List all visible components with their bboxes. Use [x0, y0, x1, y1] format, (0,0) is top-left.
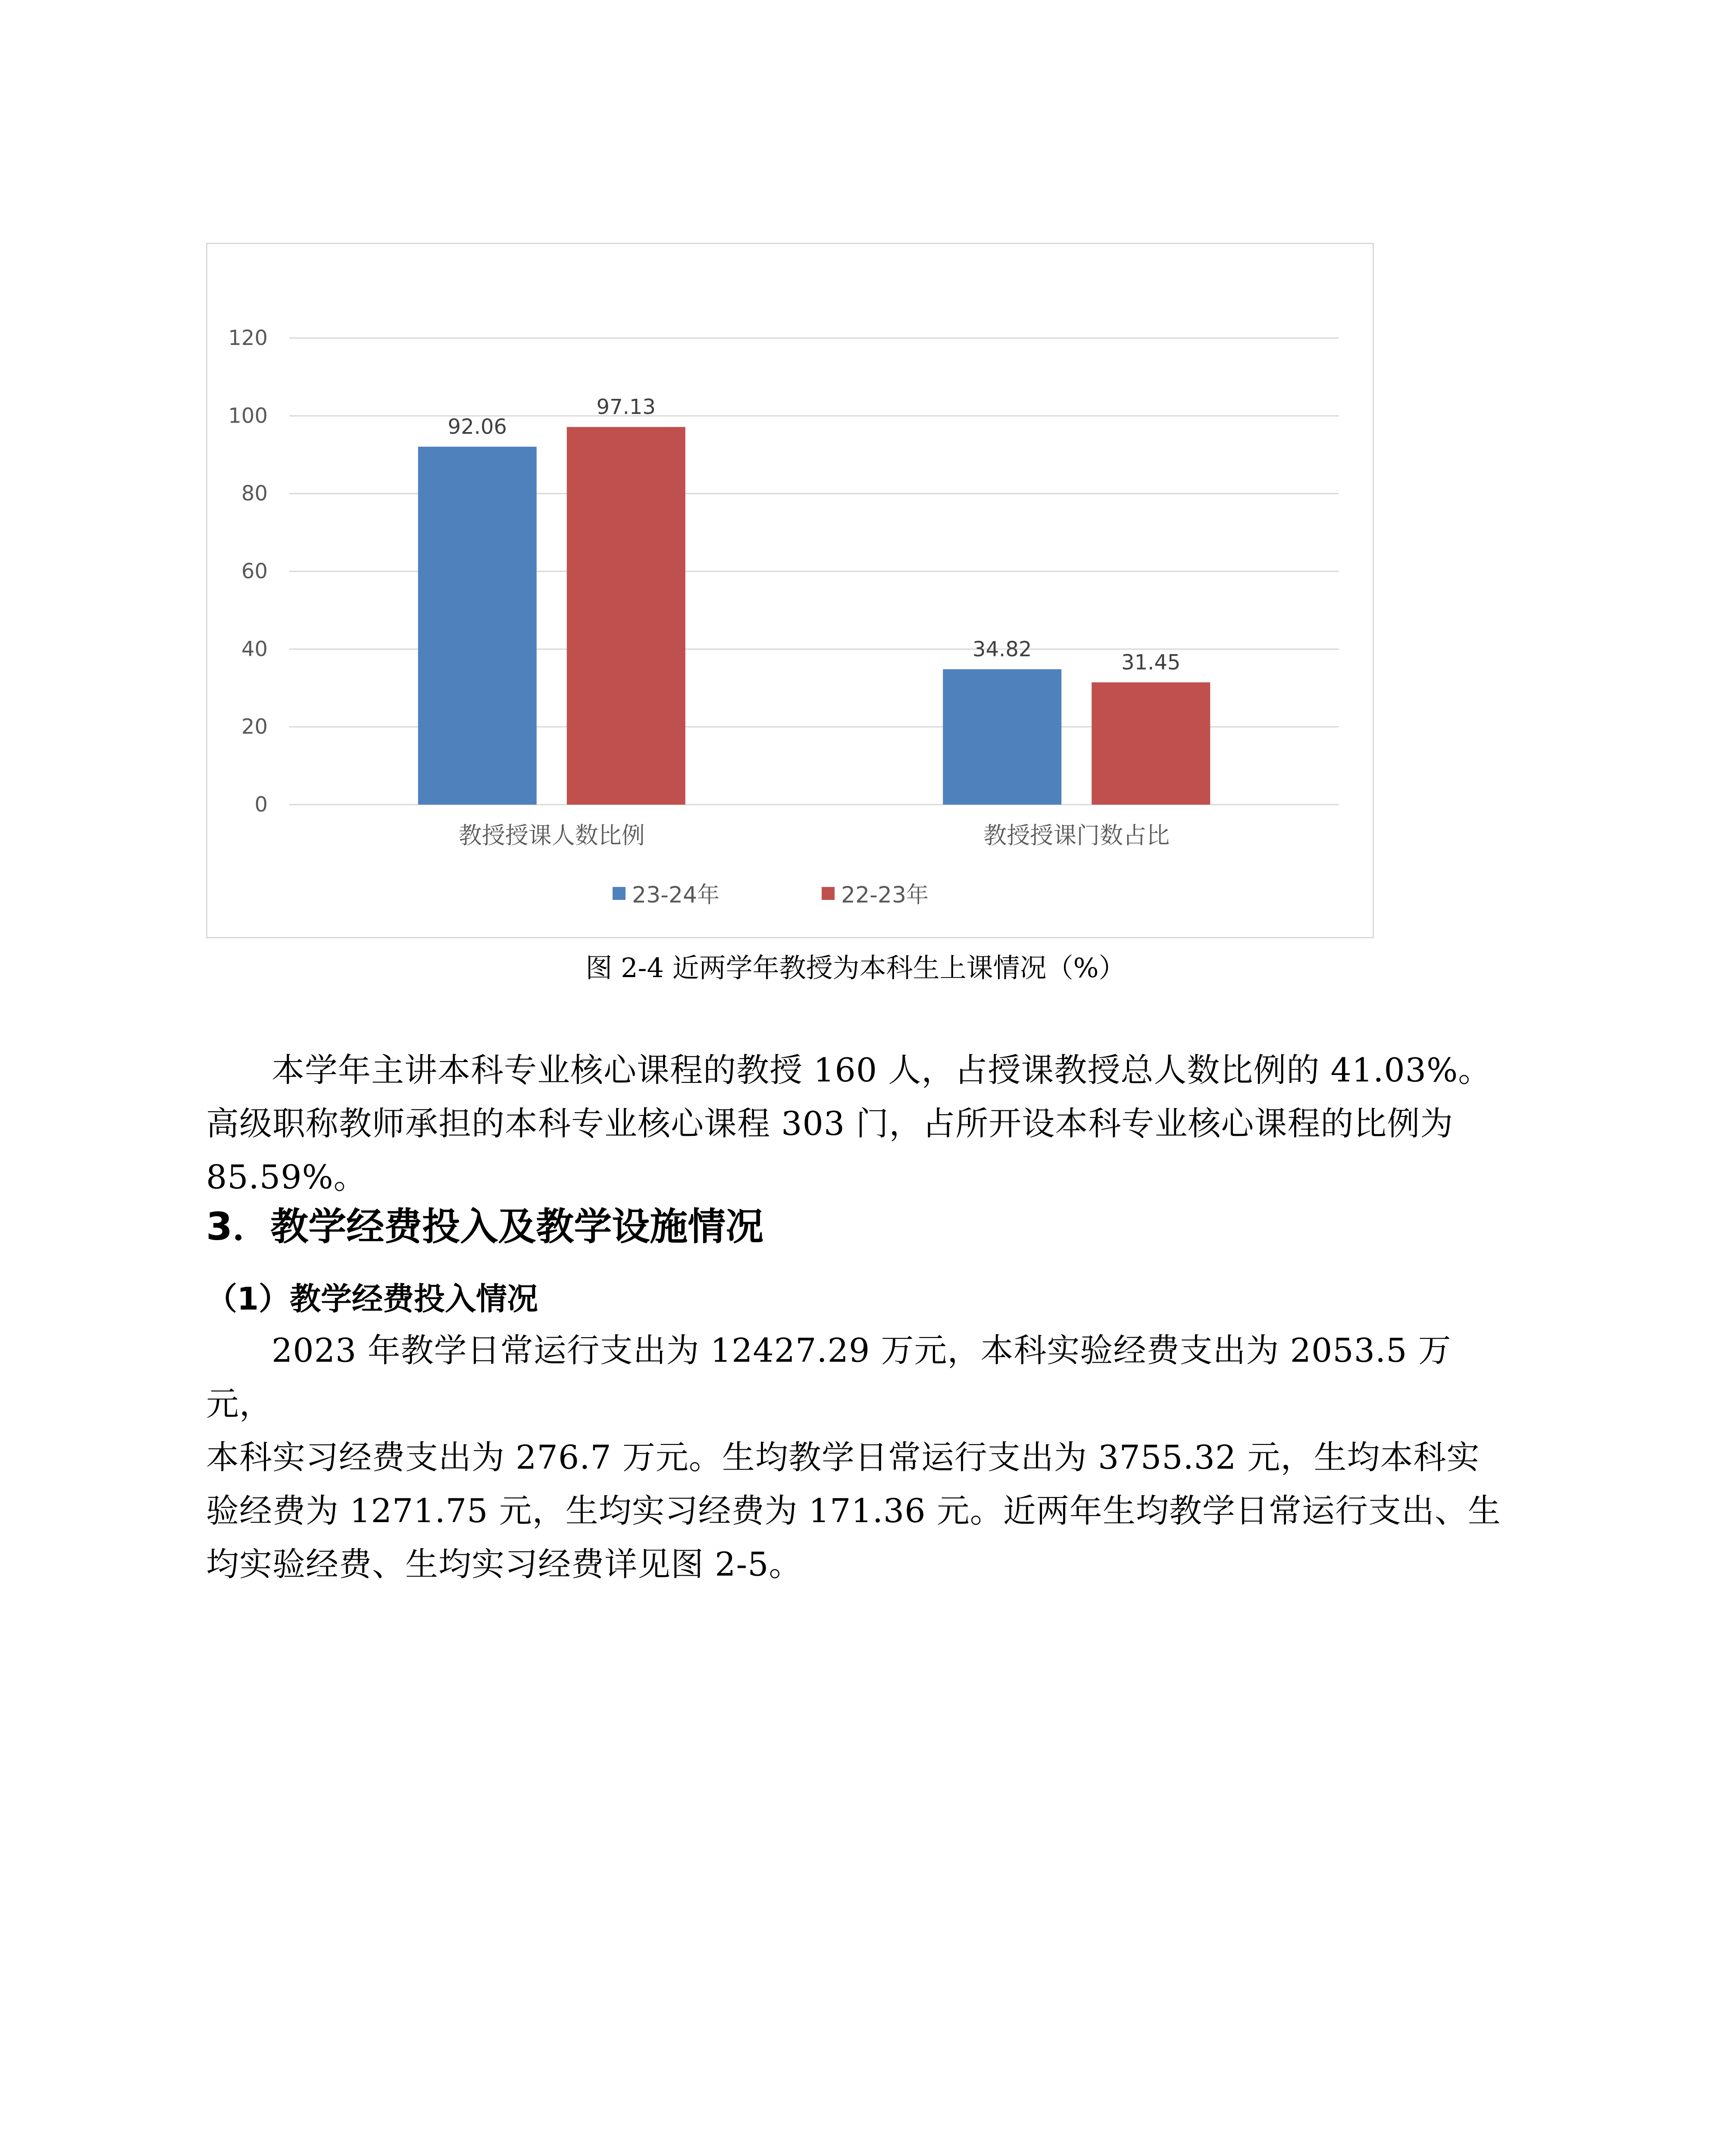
- x-category-label: 教授授课人数比例: [458, 822, 645, 849]
- bar: [1092, 682, 1210, 805]
- paragraph-line: 均实验经费、生均实习经费详见图 2-5。: [206, 1545, 802, 1583]
- data-label: 31.45: [1121, 650, 1181, 675]
- paragraph-line: 高级职称教师承担的本科专业核心课程 303 门，占所开设本科专业核心课程的比例为: [206, 1104, 1454, 1143]
- subsection-heading: （1）教学经费投入情况: [206, 1281, 538, 1317]
- data-label: 92.06: [447, 414, 507, 439]
- paragraph-funding: [206, 1324, 1504, 1591]
- legend-swatch: [613, 887, 626, 900]
- y-tick-label: 40: [241, 637, 268, 661]
- legend-label: 22-23年: [841, 882, 929, 908]
- bar: [943, 669, 1061, 805]
- paragraph-line: 2023 年教学日常运行支出为 12427.29 万元，本科实验经费支出为 2053.5 万元，: [206, 1331, 1451, 1423]
- paragraph-line: 验经费为 1271.75 元，生均实习经费为 171.36 元。近两年生均教学日常运行支出、生: [206, 1492, 1501, 1530]
- y-tick-label: 120: [228, 326, 268, 350]
- bar-chart-svg: [207, 244, 1373, 937]
- y-tick-label: 60: [241, 559, 268, 583]
- data-label: 34.82: [973, 637, 1032, 662]
- figure-caption: 图 2-4 近两学年教授为本科生上课情况（%）: [585, 952, 1126, 984]
- bar: [418, 447, 537, 805]
- paragraph-line: 本科实习经费支出为 276.7 万元。生均教学日常运行支出为 3755.32 元，生均本科实: [206, 1438, 1480, 1476]
- bar-chart: [206, 243, 1374, 938]
- x-category-label: 教授授课门数占比: [983, 822, 1170, 849]
- data-label: 97.13: [596, 395, 656, 420]
- y-tick-label: 20: [241, 714, 268, 739]
- y-tick-label: 80: [241, 481, 268, 506]
- section-heading: 3．教学经费投入及教学设施情况: [206, 1204, 764, 1249]
- paragraph-professors: [206, 1044, 1504, 1204]
- legend-swatch: [822, 887, 835, 900]
- y-tick-label: 0: [254, 793, 268, 817]
- y-tick-label: 100: [228, 404, 268, 428]
- bar: [567, 427, 685, 805]
- legend-label: 23-24年: [632, 882, 720, 908]
- paragraph-line: 85.59%。: [206, 1158, 367, 1196]
- paragraph-line: 本学年主讲本科专业核心课程的教授 160 人，占授课教授总人数比例的 41.03%。: [272, 1051, 1492, 1089]
